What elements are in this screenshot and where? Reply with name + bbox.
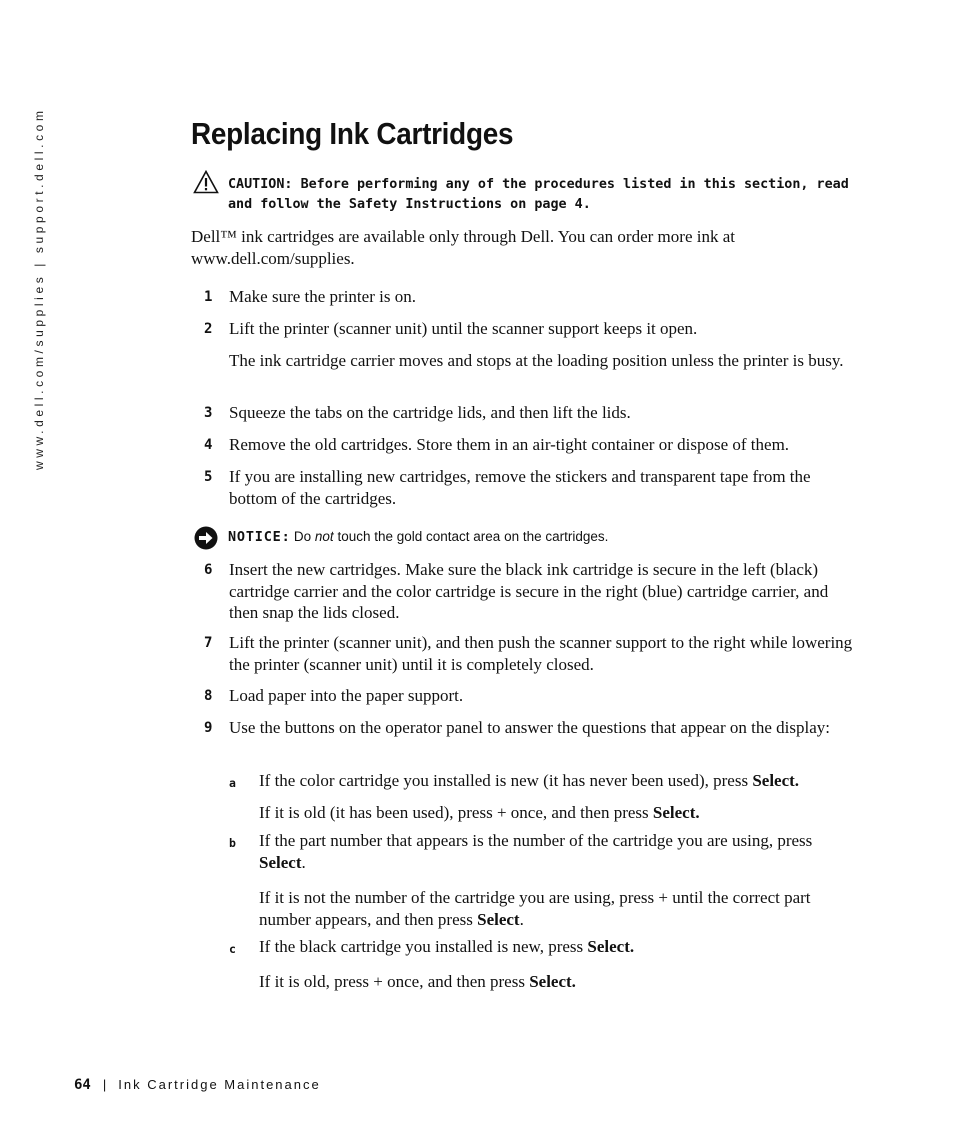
step-text: Load paper into the paper support. <box>229 686 464 705</box>
note-text-pre: If it is not the number of the cartridge you are using, press + until the correct part number appears, and then press <box>259 888 811 929</box>
note-text-post: . <box>519 909 524 929</box>
step-text: Lift the printer (scanner unit) until the scanner support keeps it open. <box>229 319 698 338</box>
intro-line-1: Dell™ ink cartridges are available only through Dell. You can order more ink at <box>191 227 735 246</box>
sidebar-url: www.dell.com/supplies | support.dell.com <box>32 107 46 470</box>
step-text: Insert the new cartridges. Make sure the black ink cartridge is secure in the left (black) cartridge carrier and the color cartridge is secure in the right (blue) cartridge carrier, and then snap the lids closed. <box>229 560 829 622</box>
step-number: 3 <box>204 405 213 421</box>
notice-arrow-icon <box>194 526 218 550</box>
substep-text-pre: If the black cartridge you installed is new, press <box>259 937 584 956</box>
section-name: Ink Cartridge Maintenance <box>118 1077 321 1092</box>
substep-text <box>259 830 859 873</box>
substep-letter: b <box>229 836 236 850</box>
notice-emphasis: not <box>314 529 334 544</box>
step-text: Use the buttons on the operator panel to answer the questions that appear on the display: <box>229 718 830 737</box>
step-number: 1 <box>204 289 213 305</box>
substep-a-note <box>259 802 859 824</box>
notice-label: NOTICE: <box>228 529 291 545</box>
intro-line-2: www.dell.com/supplies. <box>191 248 355 268</box>
select-key-label: Select. <box>529 972 576 991</box>
step-number: 6 <box>204 562 213 578</box>
substep-c-note <box>259 971 859 993</box>
step-number: 9 <box>204 720 213 736</box>
caution-text: Before performing any of the procedures listed in this section, read and follow the Safety Instructions on page 4. <box>228 177 849 212</box>
note-text-pre: If it is old (it has been used), press + once, and then press <box>259 803 649 822</box>
step-2-note: The ink cartridge carrier moves and stops at the loading position unless the printer is busy. <box>229 351 844 370</box>
substep-text <box>259 936 859 958</box>
note-text-pre: If it is old, press + once, and then press <box>259 972 525 991</box>
select-key-label: Select. <box>587 937 635 956</box>
substep-letter: c <box>229 942 236 956</box>
substep-text-post: . <box>301 852 306 872</box>
step-text: Lift the printer (scanner unit), and then push the scanner support to the right while lowering the printer (scanner unit) until it is completely closed. <box>229 633 853 674</box>
step-number: 7 <box>204 635 213 651</box>
step-number: 4 <box>204 437 213 453</box>
page-title: Replacing Ink Cartridges <box>191 116 514 151</box>
notice-message <box>294 529 609 544</box>
select-key-label: Select. <box>752 771 800 790</box>
substep-letter: a <box>229 776 236 790</box>
caution-triangle-icon <box>193 170 219 194</box>
select-key-label: Select. <box>652 803 700 822</box>
step-text: Remove the old cartridges. Store them in an air-tight container or dispose of them. <box>229 435 790 454</box>
substep-text <box>259 770 859 792</box>
notice-post: touch the gold contact area on the cartridges. <box>337 529 609 544</box>
footer-separator: | <box>102 1077 107 1092</box>
caution-label: CAUTION: <box>228 177 293 192</box>
step-text: Squeeze the tabs on the cartridge lids, and then lift the lids. <box>229 403 631 422</box>
page-number: 64 <box>74 1077 91 1093</box>
page-footer <box>74 1076 321 1094</box>
intro-paragraph <box>191 226 791 269</box>
substep-b-note <box>259 887 859 930</box>
step-text: If you are installing new cartridges, remove the stickers and transparent tape from the bottom of the cartridges. <box>229 467 811 508</box>
substep-text-pre: If the color cartridge you installed is new (it has never been used), press <box>259 771 749 790</box>
step-number: 8 <box>204 688 213 704</box>
substep-text-pre: If the part number that appears is the number of the cartridge you are using, press <box>259 831 813 850</box>
select-key-label: Select <box>259 852 302 872</box>
step-number: 5 <box>204 469 213 485</box>
select-key-label: Select <box>477 909 520 929</box>
step-number: 2 <box>204 321 213 337</box>
step-text: Make sure the printer is on. <box>229 287 416 306</box>
notice-pre: Do <box>293 529 312 544</box>
